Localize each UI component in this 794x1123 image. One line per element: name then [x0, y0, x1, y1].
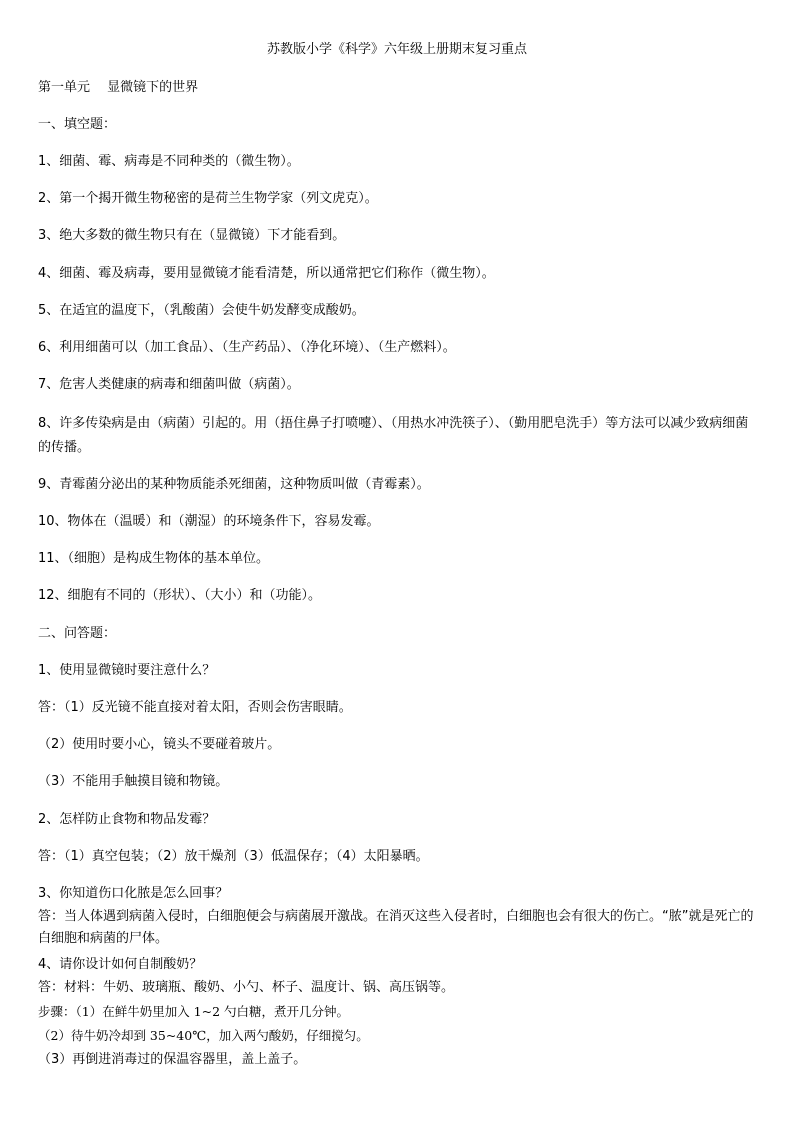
document-title: 苏教版小学《科学》六年级上册期末复习重点	[266, 42, 527, 57]
fill-item: 11、（细胞）是构成生物体的基本单位。	[38, 551, 270, 566]
answer: 答：当人体遇到病菌入侵时，白细胞便会与病菌展开激战。在消灭这些入侵者时，白细胞也会有很大的伤亡。“脓”就是死亡的白细胞和病菌的尸体。	[38, 909, 754, 946]
fill-heading: 一、填空题：	[38, 117, 117, 132]
answer: （2）使用时要小心，镜头不要碰着玻片。	[38, 737, 281, 752]
unit-heading: 第一单元 显微镜下的世界	[38, 80, 199, 95]
fill-item: 1、细菌、霉、病毒是不同种类的（微生物）。	[38, 154, 300, 169]
fill-item: 12、细胞有不同的（形状）、（大小）和（功能）。	[38, 588, 322, 603]
fill-item: 9、青霉菌分泌出的某种物质能杀死细菌，这种物质叫做（青霉素）。	[38, 477, 430, 492]
question: 2、怎样防止食物和物品发霉？	[38, 812, 216, 827]
question: 3、你知道伤口化脓是怎么回事？	[38, 886, 229, 901]
answer: 答：材料：牛奶、玻璃瓶、酸奶、小勺、杯子、温度计、锅、高压锅等。	[38, 980, 455, 995]
fill-item: 10、物体在（温暖）和（潮湿）的环境条件下，容易发霉。	[38, 514, 380, 529]
answer: 答：（1）反光镜不能直接对着太阳，否则会伤害眼睛。	[38, 700, 352, 715]
question: 4、请你设计如何自制酸奶？	[38, 957, 203, 972]
fill-item: 6、利用细菌可以（加工食品）、（生产药品）、（净化环境）、（生产燃料）。	[38, 340, 456, 355]
fill-item: 8、许多传染病是由（病菌）引起的。用（捂住鼻子打喷嚏）、（用热水冲洗筷子）、（勤用肥皂洗手）等方法可以减少致病细菌的传播。	[38, 416, 749, 455]
fill-item: 2、第一个揭开微生物秘密的是荷兰生物学家（列文虎克）。	[38, 191, 378, 206]
answer-step: 步骤：（1）在鲜牛奶里加入 1~2 勺白糖，煮开几分钟。	[38, 1004, 350, 1019]
answer-step: （2）待牛奶冷却到 35~40℃，加入两勺酸奶，仔细搅匀。	[38, 1028, 369, 1043]
answer-step: （3）再倒进消毒过的保温容器里，盖上盖子。	[38, 1052, 307, 1067]
fill-item: 5、在适宜的温度下，（乳酸菌）会使牛奶发酵变成酸奶。	[38, 303, 365, 318]
qa-heading: 二、问答题：	[38, 626, 117, 641]
answer: 答：（1）真空包装；（2）放干燥剂（3）低温保存；（4）太阳暴晒。	[38, 849, 429, 864]
fill-item: 4、细菌、霉及病毒，要用显微镜才能看清楚，所以通常把它们称作（微生物）。	[38, 266, 495, 281]
fill-item: 7、危害人类健康的病毒和细菌叫做（病菌）。	[38, 377, 300, 392]
fill-item: 3、绝大多数的微生物只有在（显微镜）下才能看到。	[38, 228, 346, 243]
question: 1、使用显微镜时要注意什么？	[38, 663, 216, 678]
answer: （3）不能用手触摸目镜和物镜。	[38, 774, 229, 789]
